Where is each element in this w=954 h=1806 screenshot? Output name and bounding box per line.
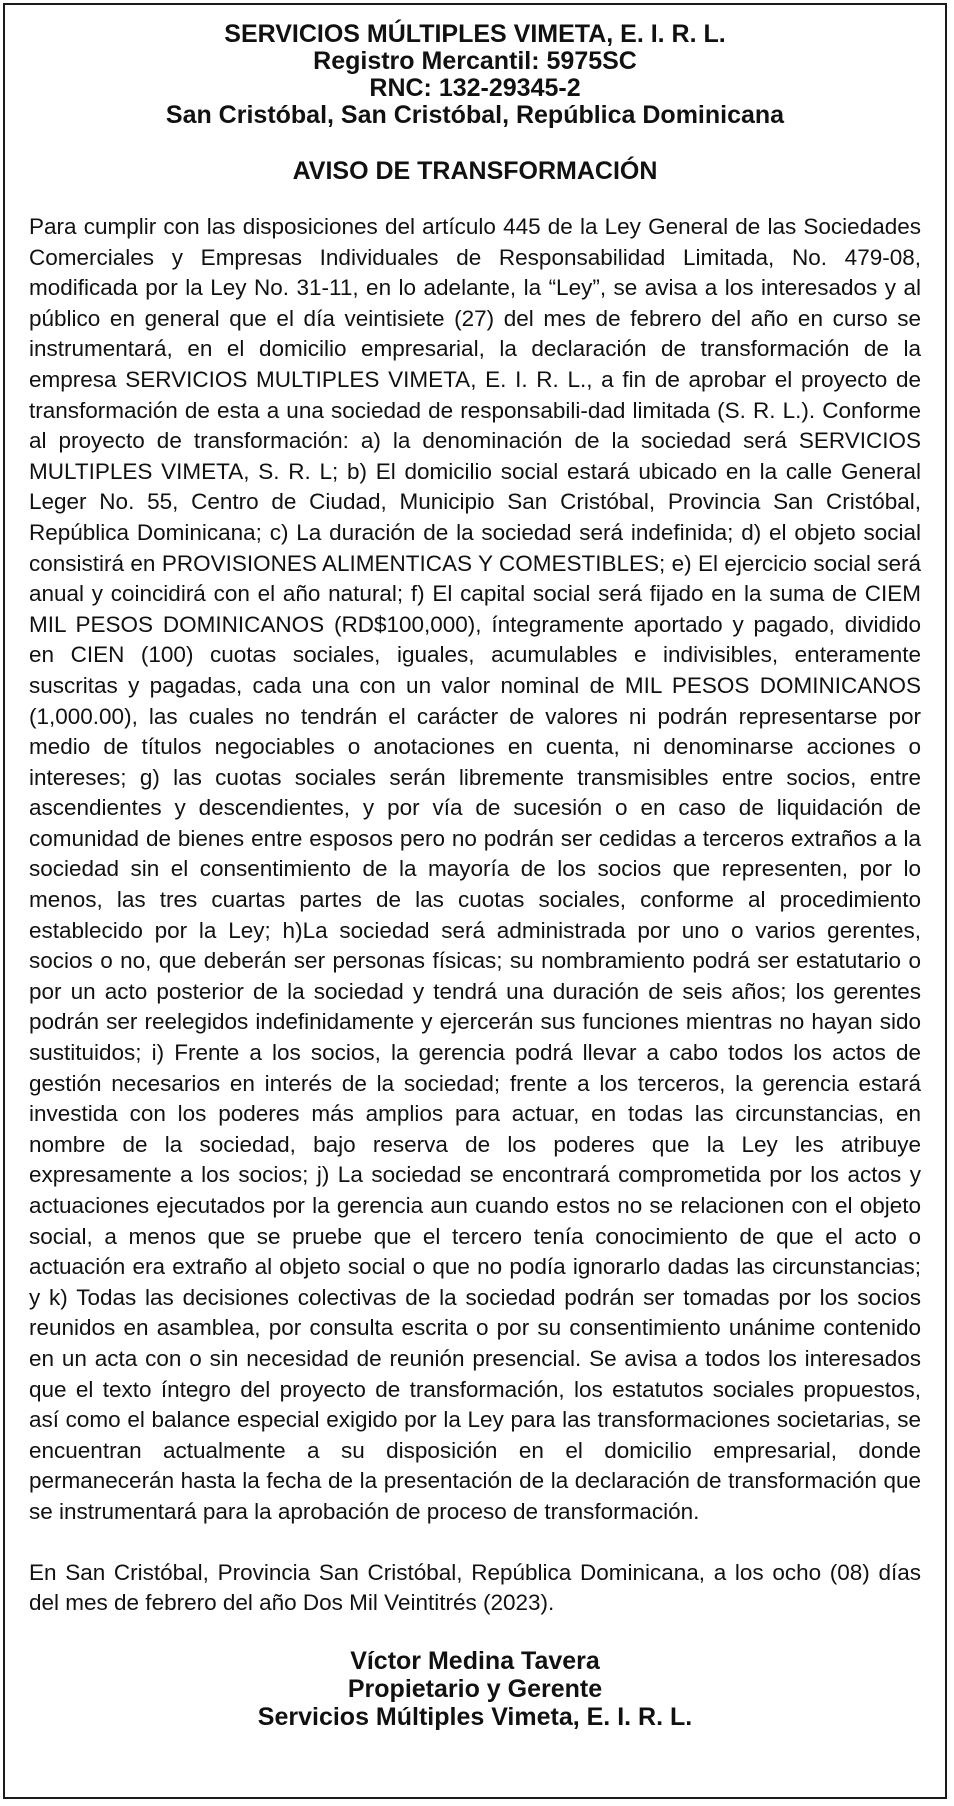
notice-frame xyxy=(3,3,947,1799)
signer-company: Servicios Múltiples Vimeta, E. I. R. L. xyxy=(257,1702,693,1731)
notice-closing: En San Cristóbal, Provincia San Cristóbal, República Dominicana, a los ocho (08) días del mes de febrero del año Dos Mil Veintitrés (2023). xyxy=(29,1559,921,1616)
company-header xyxy=(29,21,921,129)
signature-block xyxy=(29,1647,921,1731)
registro-mercantil: Registro Mercantil: 5975SC xyxy=(313,47,637,75)
signer-role: Propietario y Gerente xyxy=(347,1674,603,1703)
rnc-number: RNC: 132-29345-2 xyxy=(369,74,581,102)
company-location: San Cristóbal, San Cristóbal, República Dominicana xyxy=(165,101,785,129)
notice-body: Para cumplir con las disposiciones del artículo 445 de la Ley General de las Sociedades Comerciales y Empresas Individuales de Responsabilidad Limitada, No. 479-08, modificada por la Ley No. 31-11, en lo adelante, la “Ley”, se avisa a los interesados y al público en general que el día veintisiete (27) del mes de febrero del año en curso se instrumentará, en el domicilio empresarial, la declaración de transformación de la empresa SERVICIOS MULTIPLES VIMETA, E. I. R. L., a fin de aprobar el proyecto de transformación de esta a una sociedad de responsabili-dad limitada (S. R. L.). Conforme al proyecto de transformación: a) la denominación de la sociedad será SERVICIOS MULTIPLES VIMETA, S. R. L; b) El domicilio social estará ubicado en la calle General Leger No. 55, Centro de Ciudad, Municipio San Cristóbal, Provincia San Cristóbal, República Dominicana; c) La duración de la sociedad será indefinida; d) el objeto social consistirá en PROVISIONES ALIMENTICAS Y COMESTIBLES; e) El ejercicio social será anual y coincidirá con el año natural; f) El capital social será fijado en la suma de CIEM MIL PESOS DOMINICANOS (RD$100,000), íntegramente aportado y pagado, dividido en CIEN (100) cuotas sociales, iguales, acumulables e indivisibles, enteramente suscritas y pagadas, cada una con un valor nominal de MIL PESOS DOMINICANOS (1,000.00), las cuales no tendrán el carácter de valores ni podrán representarse por medio de títulos negociables o anotaciones en cuenta, ni denominarse acciones o intereses; g) las cuotas sociales serán libremente transmisibles entre socios, entre ascendientes y descendientes, y por vía de sucesión o en caso de liquidación de comunidad de bienes entre esposos pero no podrán ser cedidas a terceros extraños a la sociedad sin el consentimiento de la mayoría de los socios que representen, por lo menos, las tres cuartas partes de las cuotas sociales, conforme al procedimiento establecido por la Ley; h)La sociedad será administrada por uno o varios gerentes, socios o no, que deberán ser personas físicas; su nombramiento podrá ser estatutario o por un acto posterior de la sociedad y tendrá una duración de seis años; los gerentes podrán ser reelegidos indefinidamente y ejercerán sus funciones mientras no hayan sido sustituidos; i) Frente a los socios, la gerencia podrá llevar a cabo todos los actos de gestión necesarios en interés de la sociedad; frente a los terceros, la gerencia estará investida con los poderes más amplios para actuar, en todas las circunstancias, en nombre de la sociedad, bajo reserva de los poderes que la Ley les atribuye expresamente a los socios; j) La sociedad se encontrará comprometida por los actos y actuaciones ejecutados por la gerencia aun cuando estos no se relacionen con el objeto social, a menos que se pruebe que el tercero tenía conocimiento de que el acto o actuación era extraño al objeto social o que no podía ignorarlo dadas las circunstancias; y k) Todas las decisiones colectivas de la sociedad podrán ser tomadas por los socios reunidos en asamblea, por consulta escrita o por su consentimiento unánime contenido en un acta con o sin necesidad de reunión presencial. Se avisa a todos los interesados que el texto íntegro del proyecto de transformación, los estatutos sociales propuestos, así como el balance especial exigido por la Ley para las transformaciones societarias, se encuentran actualmente a su disposición en el domicilio empresarial, donde permanecerán hasta la fecha de la presentación de la declaración de transformación que se instrumentará para la aprobación de proceso de transformación. xyxy=(29,214,921,1524)
company-name: SERVICIOS MÚLTIPLES VIMETA, E. I. R. L. xyxy=(224,20,726,48)
notice-title: AVISO DE TRANSFORMACIÓN xyxy=(292,157,658,185)
signer-name: Víctor Medina Tavera xyxy=(350,1646,600,1675)
